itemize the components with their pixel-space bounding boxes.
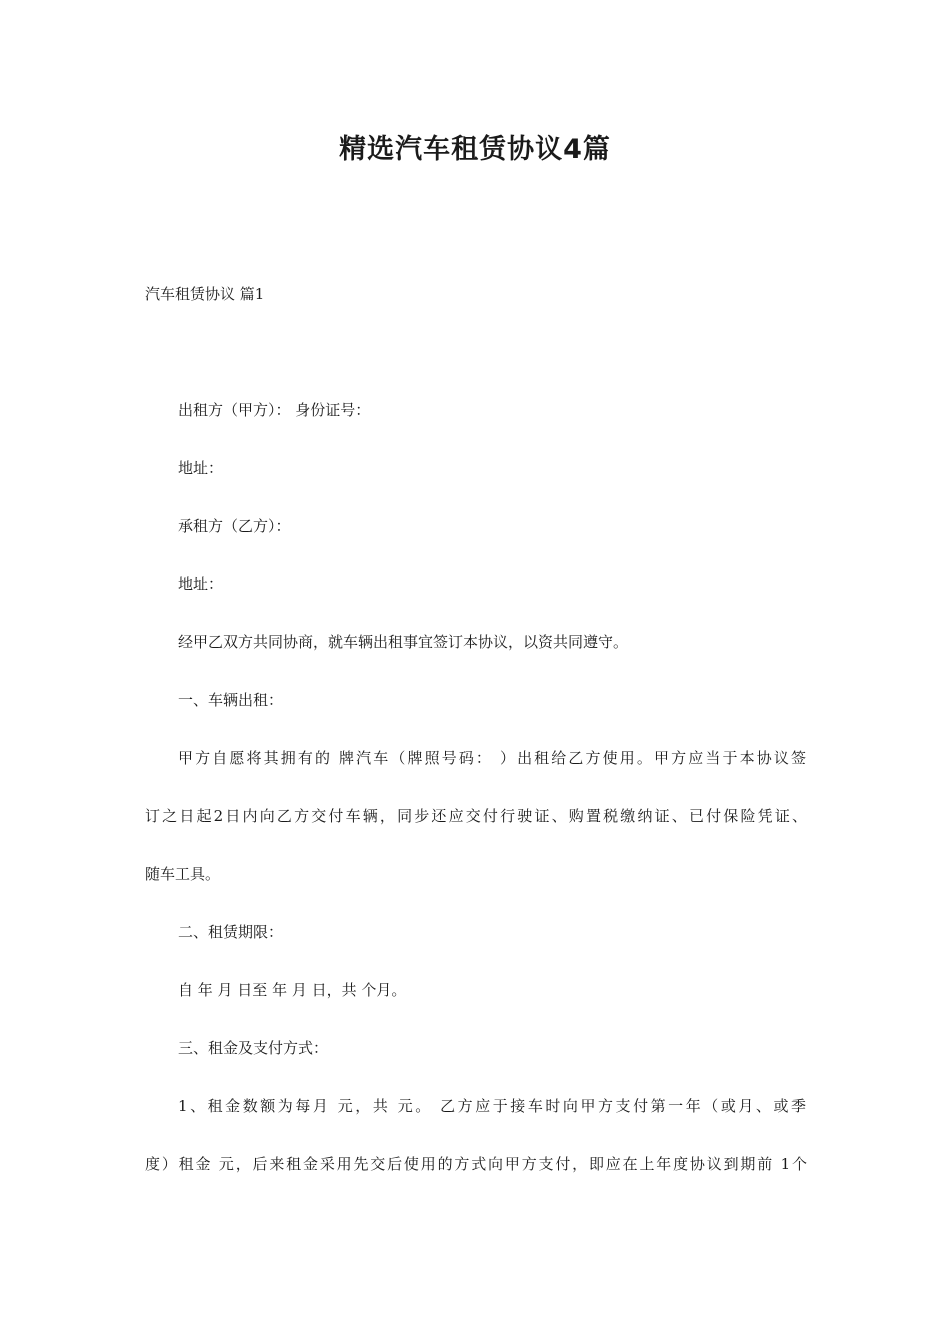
paragraph-line: 随车工具。 xyxy=(145,865,221,883)
document-title: 精选汽车租赁协议4篇 xyxy=(339,134,611,165)
lessee-line: 承租方（乙方）： xyxy=(178,517,291,535)
clause-heading: 一、车辆出租： xyxy=(178,691,284,709)
paragraph-line: 甲方自愿将其拥有的 牌汽车（牌照号码： ）出租给乙方使用。甲方应当于本协议签 xyxy=(178,749,806,767)
paragraph-line: 自 年 月 日至 年 月 日，共 个月。 xyxy=(178,981,407,999)
section-heading: 汽车租赁协议 篇1 xyxy=(145,285,265,303)
lessor-address-line: 地址： xyxy=(178,459,224,477)
preamble-line: 经甲乙双方共同协商，就车辆出租事宜签订本协议，以资共同遵守。 xyxy=(178,633,629,651)
paragraph-line: 订之日起2日内向乙方交付车辆，同步还应交付行驶证、购置税缴纳证、已付保险凭证、 xyxy=(145,807,807,825)
clause-heading: 二、租赁期限： xyxy=(178,923,284,941)
paragraph-line: 1、租金数额为每月 元，共 元。 乙方应于接车时向甲方支付第一年（或月、或季 xyxy=(178,1097,806,1115)
paragraph-line: 度）租金 元，后来租金采用先交后使用的方式向甲方支付，即应在上年度协议到期前 1个 xyxy=(145,1155,807,1173)
lessee-address-line: 地址： xyxy=(178,575,224,593)
lessor-line: 出租方（甲方）： 身份证号： xyxy=(178,401,371,419)
clause-heading: 三、租金及支付方式： xyxy=(178,1039,329,1057)
